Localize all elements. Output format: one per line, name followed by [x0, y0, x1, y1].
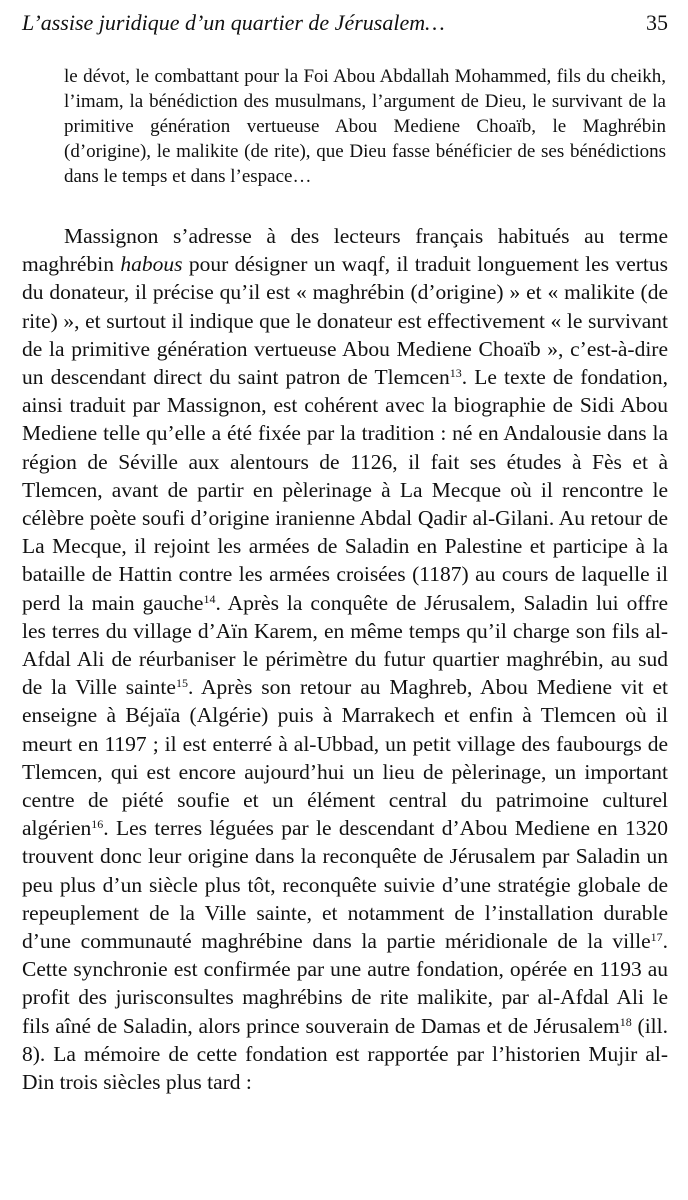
footnote-ref-16[interactable]: 16 [91, 817, 104, 832]
text-run: . Après la conquête de Jérusalem, Saladin lui offre les terres du village d’Aïn Karem, en même temps qu’il charge son fils al-Afdal Ali de réurbaniser le périmètre du futur quartier maghrébin, au sud de la Ville sainte [22, 590, 668, 700]
text-run: . Les terres léguées par le descendant d’Abou Mediene en 1320 trouvent donc leur origine dans la reconquête de Jérusalem par Saladin un peu plus d’un siècle plus tôt, reconquête suivie d’une stratégie globale de repeuplement de la Ville sainte, et notamment de l’installation durable d’une communauté maghrébine dans la partie méridionale de la ville [22, 816, 668, 954]
footnote-ref-18[interactable]: 18 [619, 1014, 632, 1029]
running-header [22, 10, 668, 36]
italic-term: habous [120, 252, 183, 277]
text-run: (ill. 8). La mémoire de cette fondation est rapportée par l’historien Mujir al-Din trois siècles plus tard : [22, 1013, 668, 1095]
footnote-ref-17[interactable]: 17 [650, 930, 663, 945]
page-number: 35 [646, 10, 668, 35]
text-run: . Le texte de fondation, ainsi traduit par Massignon, est cohérent avec la biographie de Sidi Abou Mediene telle qu’elle a été fixée par la tradition : né en Andalousie dans la région de Séville aux alentours de 1126, il fait ses études à Fès et à Tlemcen, avant de partir en pèlerinage à La Mecque où il rencontre le célèbre poète soufi d’origine iranienne Abdal Qadir al-Gilani. Au retour de La Mecque, il rejoint les armées de Saladin en Palestine et participe à la bataille de Hattin contre les armées croisées (1187) au cours de laquelle il perd la main gauche [22, 365, 668, 615]
footnote-ref-13[interactable]: 13 [449, 366, 462, 381]
block-quote: le dévot, le combattant pour la Foi Abou Abdallah Mohammed, fils du cheikh, l’imam, la bénédiction des musulmans, l’argument de Dieu, le survivant de la primitive génération vertueuse Abou Mediene Choaïb, le Maghrébin (d’origine), le malikite (de rite), que Dieu fasse bénéficier de ses bénédictions dans le temps et dans l’espace… [64, 66, 666, 187]
running-title: L’assise juridique d’un quartier de Jérusalem… [22, 10, 445, 35]
text-run: . Cette synchronie est confirmée par une autre fondation, opérée en 1193 au profit des jurisconsultes maghrébins de rite malikite, par al-Afdal Ali le fils aîné de Saladin, alors prince souverain de Damas et de Jérusalem [22, 929, 668, 1038]
text-run: pour désigner un waqf, il traduit longuement les vertus du donateur, il précise qu’il est « maghrébin (d’origine) » et « malikite (de rite) », et surtout il indique que le donateur est effectivement « le survivant de la primitive génération vertueuse Abou Mediene Choaïb », c’est-à-dire un descendant direct du saint patron de Tlemcen [22, 252, 668, 390]
footnote-ref-15[interactable]: 15 [175, 676, 188, 691]
body-paragraph [22, 222, 668, 1096]
text-run: Massignon s’adresse à des lecteurs français habitués au terme maghrébin [22, 224, 668, 277]
footnote-ref-14[interactable]: 14 [203, 591, 216, 606]
text-run: . Après son retour au Maghreb, Abou Mediene vit et enseigne à Béjaïa (Algérie) puis à Marrakech et enfin à Tlemcen où il meurt en 1197 ; il est enterré à al-Ubbad, un petit village des faubourgs de Tlemcen, qui est encore aujourd’hui un lieu de pèlerinage, un important centre de piété soufie et un élément central du patrimoine culturel algérien [22, 675, 668, 841]
